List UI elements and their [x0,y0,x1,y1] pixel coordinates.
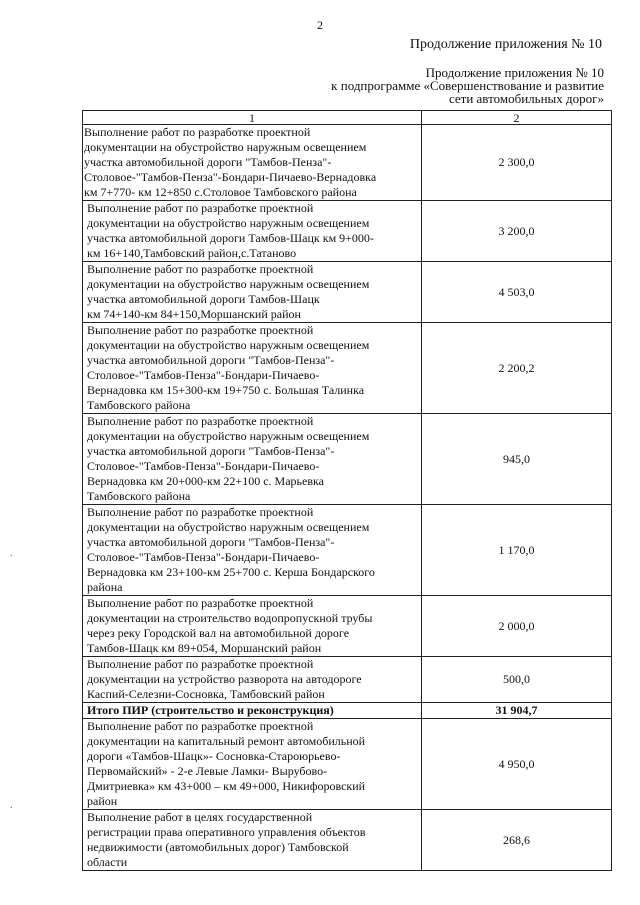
margin-mark: . [10,800,13,811]
amount-value: 3 200,0 [422,201,612,262]
total-row [83,703,612,719]
work-description: Выполнение работ по разработке проектной документации на устройство разворота на автодороге Каспий-Селезни-Сосновка, Тамбовский район [83,657,422,703]
amount-value: 4 503,0 [422,262,612,323]
work-description: Выполнение работ по разработке проектной документации на обустройство наружным освещением участка автомобильной дороги "Тамбов-Пенза"- Столовое-"Тамбов-Пенза"-Бондари-Пичаево- Вернадовка км 23+100-км 25+700 с. Керша Бондарского района [83,505,422,596]
continuation-line: Продолжение приложения № 10 [425,65,604,80]
amount-value: 268,6 [422,810,612,871]
column-header: 1 [83,111,422,125]
work-description: Выполнение работ по разработке проектной документации на обустройство наружным освещением участка автомобильной дороги Тамбов-Шацк км 9+000- км 16+140,Тамбовский район,с.Татаново [83,201,422,262]
table-row [83,125,612,201]
table-row [83,810,612,871]
amount-value: 945,0 [422,414,612,505]
work-description: Выполнение работ по разработке проектной документации на обустройство наружным освещением участка автомобильной дороги "Тамбов-Пенза"- Столовое-"Тамбов-Пенза"-Бондари-Пичаево- Вернадовка км 20+000-км 22+100 с. Марьевка Тамбовского района [83,414,422,505]
work-description: Выполнение работ по разработке проектной документации на обустройство наружным освещением участка автомобильной дороги "Тамбов-Пенза"- Столовое-"Тамбов-Пенза"-Бондари-Пичаево-Вернадовка км 7+770- км 12+850 с.Столовое Тамбовского района [83,125,422,201]
amount-value: 4 950,0 [422,719,612,810]
continuation-header: Продолжение приложения № 10 [409,37,602,52]
amount-value: 2 000,0 [422,596,612,657]
table-header-row [83,111,612,125]
amount-value: 2 200,2 [422,323,612,414]
amount-value: 31 904,7 [422,703,612,719]
work-description: Выполнение работ в целях государственной регистрации права оперативного управления объектов недвижимости (автомобильных дорог) Тамбовской области [83,810,422,871]
table-row [83,596,612,657]
work-description: Выполнение работ по разработке проектной документации на капитальный ремонт автомобильной дороги «Тамбов-Шацк»- Сосновка-Староюрьево- Первомайский» - 2-е Левые Ламки- Вырубово- Дмитриевка» км 43+000 – км 49+000, Никифоровский район [83,719,422,810]
financing-table [82,110,612,871]
amount-value: 2 300,0 [422,125,612,201]
table-row [83,323,612,414]
page-number: 2 [317,18,323,32]
work-description: Выполнение работ по разработке проектной документации на обустройство наружным освещением участка автомобильной дороги "Тамбов-Пенза"- Столовое-"Тамбов-Пенза"-Бондари-Пичаево- Вернадовка км 15+300-км 19+750 с. Большая Талинка Тамбовского района [83,323,422,414]
margin-mark: . [10,548,13,559]
table-row [83,201,612,262]
table-row [83,262,612,323]
table-row [83,414,612,505]
work-description: Выполнение работ по разработке проектной документации на строительство водопропускной трубы через реку Городской вал на автомобильной дороге Тамбов-Шацк км 89+054, Моршанский район [83,596,422,657]
continuation-line: к подпрограмме «Совершенствование и развитие [331,78,604,93]
work-description: Выполнение работ по разработке проектной документации на обустройство наружным освещением участка автомобильной дороги Тамбов-Шацк км 74+140-км 84+150,Моршанский район [83,262,422,323]
amount-value: 500,0 [422,657,612,703]
continuation-subheader [274,66,604,105]
table-row [83,505,612,596]
amount-value: 1 170,0 [422,505,612,596]
column-header: 2 [422,111,612,125]
table-row [83,719,612,810]
table-row [83,657,612,703]
continuation-line: сети автомобильных дорог» [448,91,604,106]
work-description: Итого ПИР (строительство и реконструкция) [83,703,422,719]
